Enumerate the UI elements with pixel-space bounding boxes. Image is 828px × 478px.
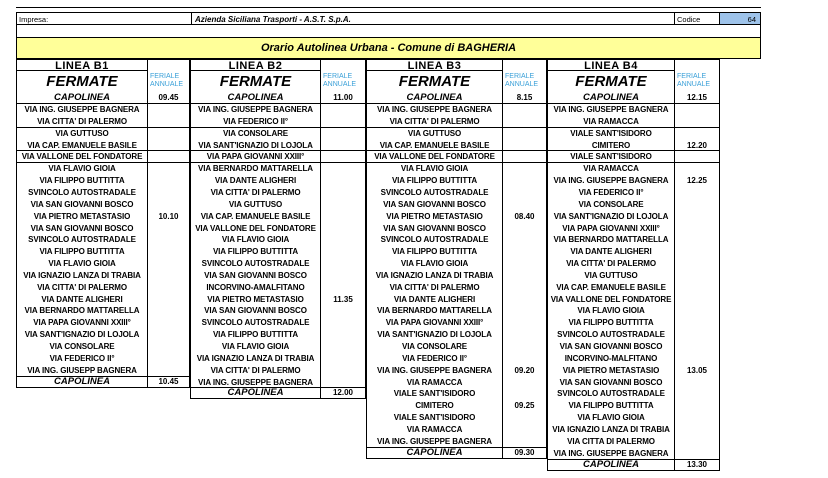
- stop-time: [675, 211, 720, 223]
- stop-time: [503, 246, 547, 258]
- stop-name: VIA CAP. EMANUELE BASILE: [16, 140, 148, 151]
- stop-time: [148, 258, 190, 270]
- feriale-annuale-label: [321, 71, 366, 93]
- stop-time: [148, 175, 190, 187]
- linea-title: LINEA B2: [190, 59, 321, 71]
- linea-title-pad: [675, 59, 720, 71]
- stop-name: VIA CAP. EMANUELE BASILE: [190, 211, 321, 223]
- stop-time: [675, 151, 720, 163]
- stop-name: VIA CAP. EMANUELE BASILE: [547, 282, 675, 294]
- stop-name: VIA ING. GIUSEPPE BAGNERA: [547, 448, 675, 460]
- stop-name: SVINCOLO AUTOSTRADALE: [366, 234, 503, 246]
- stop-name: VIA FLAVIO GIOIA: [190, 341, 321, 353]
- stop-time: [503, 377, 547, 388]
- stop-time: [321, 270, 366, 282]
- stop-name: VIA IGNAZIO LANZA DI TRABIA: [547, 424, 675, 436]
- stop-name: VIA ING. GIUSEPPE BAGNERA: [547, 175, 675, 187]
- stop-name: VIA DANTE ALIGHERI: [366, 294, 503, 305]
- stop-name: VIA ING. GIUSEPPE BAGNERA: [366, 104, 503, 116]
- stop-time: [675, 163, 720, 175]
- stop-time: [503, 223, 547, 234]
- stop-time: [503, 353, 547, 365]
- stop-name: VIA ING. GIUSEPPE BAGNERA: [547, 104, 675, 116]
- stop-name: VIA GUTTUSO: [547, 270, 675, 282]
- stop-time: [321, 175, 366, 187]
- stop-time: [503, 341, 547, 353]
- stop-time: [675, 400, 720, 412]
- stop-time: [675, 199, 720, 211]
- stop-time: [675, 329, 720, 341]
- stop-name: VIA FLAVIO GIOIA: [16, 163, 148, 175]
- stop-time: [321, 140, 366, 151]
- stop-name: VIA FLAVIO GIOIA: [547, 305, 675, 317]
- stop-time: [503, 388, 547, 400]
- stop-time: [675, 305, 720, 317]
- stop-time: 11.35: [321, 294, 366, 305]
- stop-time: [321, 223, 366, 234]
- stop-name: SVINCOLO AUTOSTRADALE: [190, 317, 321, 329]
- linea-title-pad: [148, 59, 190, 71]
- stop-name: VIA CITTA' DI PALERMO: [16, 282, 148, 294]
- stop-name: VIA ING. GIUSEPPE BAGNERA: [16, 104, 148, 116]
- stop-time: [321, 365, 366, 377]
- stop-name: VIA DANTE ALIGHERI: [547, 246, 675, 258]
- stop-time: 12.20: [675, 140, 720, 151]
- stop-name: VIA SANT'IGNAZIO DI LOJOLA: [190, 140, 321, 151]
- feriale-annuale-label: [675, 71, 720, 93]
- stop-name: VIA CITTA' DI PALERMO: [190, 365, 321, 377]
- stop-time: [675, 388, 720, 400]
- stop-time: [675, 128, 720, 140]
- stop-time: 13.05: [675, 365, 720, 377]
- capolinea-end-time: 10.45: [148, 377, 190, 388]
- stop-name: VIA CONSOLARE: [547, 199, 675, 211]
- stop-time: [503, 258, 547, 270]
- stop-name: VIA SAN GIOVANNI BOSCO: [366, 199, 503, 211]
- stop-name: VIA PIETRO METASTASIO: [547, 365, 675, 377]
- stop-time: [148, 140, 190, 151]
- capolinea-end: CAPOLINEA: [16, 377, 148, 388]
- stop-name: VIA CITTA' DI PALERMO: [547, 258, 675, 270]
- stop-time: [321, 128, 366, 140]
- stop-name: INCORVINO-AMALFITANO: [190, 282, 321, 294]
- stop-time: [321, 187, 366, 199]
- stop-name: VIA FILIPPO BUTTITTA: [16, 246, 148, 258]
- stop-name: VIA SAN GIOVANNI BOSCO: [366, 223, 503, 234]
- stop-name: VIA RAMACCA: [366, 377, 503, 388]
- stop-name: VIA ING. GIUSEPPE BAGNERA: [190, 377, 321, 388]
- stop-name: VIA FLAVIO GIOIA: [366, 258, 503, 270]
- stop-time: [503, 151, 547, 163]
- stop-time: [321, 353, 366, 365]
- stop-time: [675, 282, 720, 294]
- stop-name: VIA FEDERICO II°: [547, 187, 675, 199]
- stop-time: [675, 234, 720, 246]
- stop-time: [148, 305, 190, 317]
- stop-name: VIA FILIPPO BUTTITTA: [366, 246, 503, 258]
- stop-time: [321, 116, 366, 128]
- stop-name: VIA ING. GIUSEPP BAGNERA: [16, 365, 148, 377]
- stop-time: [148, 128, 190, 140]
- stop-time: [321, 282, 366, 294]
- stop-name: VIA BERNARDO MATTARELLA: [547, 234, 675, 246]
- feriale-annuale-label: [503, 71, 547, 93]
- stop-name: VIA RAMACCA: [366, 424, 503, 436]
- stop-name: VIA RAMACCA: [547, 163, 675, 175]
- stop-name: VIA SAN GIOVANNI BOSCO: [16, 223, 148, 234]
- annuale-label-line: ANNUALE: [505, 81, 539, 88]
- stop-name: VIA FILIPPO BUTTITTA: [190, 329, 321, 341]
- stop-name: VIA PIETRO METASTASIO: [366, 211, 503, 223]
- stop-name: SVINCOLO AUTOSTRADALE: [547, 329, 675, 341]
- stop-name: VIA GUTTUSO: [190, 199, 321, 211]
- stop-name: VIA PAPA GIOVANNI XXIII°: [547, 223, 675, 234]
- capolinea-start: CAPOLINEA: [366, 93, 503, 104]
- stop-name: VIA CITTA' DI PALERMO: [366, 282, 503, 294]
- stop-time: [503, 187, 547, 199]
- stop-time: [675, 223, 720, 234]
- stop-name: VIA DANTE ALIGHERI: [190, 175, 321, 187]
- stop-name: VIA CITTA' DI PALERMO: [190, 187, 321, 199]
- stop-time: [503, 234, 547, 246]
- capolinea-start-time: 09.45: [148, 93, 190, 104]
- feriale-label-line: FERIALE: [150, 73, 180, 80]
- stop-time: [321, 199, 366, 211]
- capolinea-end: CAPOLINEA: [366, 448, 503, 459]
- stop-name: VIA BERNARDO MATTARELLA: [366, 305, 503, 317]
- stop-name: VIA SANT'IGNAZIO DI LOJOLA: [366, 329, 503, 341]
- stop-time: [148, 163, 190, 175]
- stop-name: VIA CITTA' DI PALERMO: [366, 116, 503, 128]
- stop-name: SVINCOLO AUTOSTRADALE: [16, 234, 148, 246]
- stop-name: VIA SAN GIOVANNI BOSCO: [16, 199, 148, 211]
- stop-time: [321, 317, 366, 329]
- stop-name: VIALE SANT'ISIDORO: [366, 388, 503, 400]
- stop-name: VIA VALLONE DEL FONDATORE: [16, 151, 148, 163]
- linea-title-pad: [321, 59, 366, 71]
- stop-time: [675, 317, 720, 329]
- stop-time: [503, 424, 547, 436]
- stop-time: [503, 294, 547, 305]
- stop-name: VIA FLAVIO GIOIA: [190, 234, 321, 246]
- stop-time: 08.40: [503, 211, 547, 223]
- stop-time: [675, 341, 720, 353]
- stop-time: [148, 187, 190, 199]
- stop-time: [503, 436, 547, 448]
- capolinea-start: CAPOLINEA: [190, 93, 321, 104]
- stop-name: VIA PIETRO METASTASIO: [190, 294, 321, 305]
- stop-time: [148, 294, 190, 305]
- stop-name: VIA VALLONE DEL FONDATORE: [547, 294, 675, 305]
- stop-time: [675, 436, 720, 448]
- stop-time: [675, 448, 720, 460]
- stop-name: VIA SAN GIOVANNI BOSCO: [190, 270, 321, 282]
- stop-time: [503, 175, 547, 187]
- stop-time: [148, 282, 190, 294]
- codice-label: Codice: [675, 12, 720, 25]
- top-divider: [16, 7, 761, 8]
- stop-name: SVINCOLO AUTOSTRADALE: [16, 187, 148, 199]
- stop-time: [675, 377, 720, 388]
- stop-name: VIA VALLONE DEL FONDATORE: [190, 223, 321, 234]
- stop-name: VIA FILIPPO BUTTITTA: [190, 246, 321, 258]
- stop-name: VIA IGNAZIO LANZA DI TRABIA: [190, 353, 321, 365]
- stop-time: [321, 234, 366, 246]
- stop-name: VIA CONSOLARE: [366, 341, 503, 353]
- stop-name: VIA SAN GIOVANNI BOSCO: [190, 305, 321, 317]
- stop-name: VIA FILIPPO BUTTITTA: [16, 175, 148, 187]
- stop-name: SVINCOLO AUTOSTRADALE: [547, 388, 675, 400]
- stop-time: 10.10: [148, 211, 190, 223]
- fermate-heading: FERMATE: [547, 71, 675, 93]
- capolinea-end: CAPOLINEA: [547, 460, 675, 471]
- capolinea-start: CAPOLINEA: [16, 93, 148, 104]
- stop-name: SVINCOLO AUTOSTRADALE: [366, 187, 503, 199]
- stop-name: VIA DANTE ALIGHERI: [16, 294, 148, 305]
- linea-title: LINEA B1: [16, 59, 148, 71]
- linea-title-pad: [503, 59, 547, 71]
- stop-time: [148, 317, 190, 329]
- stop-name: VIA BERNARDO MATTARELLA: [16, 305, 148, 317]
- stop-name: VIA PAPA GIOVANNI XXIII°: [16, 317, 148, 329]
- stop-name: VIA VALLONE DEL FONDATORE: [366, 151, 503, 163]
- stop-time: [321, 211, 366, 223]
- stop-name: VIA IGNAZIO LANZA DI TRABIA: [366, 270, 503, 282]
- stop-name: VIALE SANT'ISIDORO: [366, 412, 503, 424]
- stop-name: VIA FILIPPO BUTTITTA: [366, 175, 503, 187]
- stop-time: [503, 317, 547, 329]
- capolinea-end-time: 13.30: [675, 460, 720, 471]
- capolinea-start: CAPOLINEA: [547, 93, 675, 104]
- fermate-heading: FERMATE: [16, 71, 148, 93]
- stop-time: [675, 353, 720, 365]
- stop-time: [503, 305, 547, 317]
- capolinea-end: CAPOLINEA: [190, 388, 321, 399]
- stop-name: VIA SAN GIOVANNI BOSCO: [547, 341, 675, 353]
- stop-time: [148, 116, 190, 128]
- impresa-label: Impresa:: [16, 12, 192, 25]
- stop-time: [321, 305, 366, 317]
- stop-time: [321, 258, 366, 270]
- stop-time: [148, 246, 190, 258]
- page-title: Orario Autolinea Urbana - Comune di BAGHERIA: [16, 37, 761, 59]
- stop-time: [675, 246, 720, 258]
- stop-time: [321, 104, 366, 116]
- impresa-value: Azienda Siciliana Trasporti - A.S.T. S.p.A.: [192, 12, 675, 25]
- annuale-label-line: ANNUALE: [323, 81, 357, 88]
- spacer-row: [16, 25, 761, 37]
- stop-time: [503, 270, 547, 282]
- stop-time: [148, 329, 190, 341]
- stop-name: VIA SANT'IGNAZIO DI LOJOLA: [547, 211, 675, 223]
- stop-time: [503, 199, 547, 211]
- stop-time: [675, 104, 720, 116]
- stop-name: VIA SANT'IGNAZIO DI LOJOLA: [16, 329, 148, 341]
- stop-name: VIA CONSOLARE: [190, 128, 321, 140]
- stop-time: [675, 424, 720, 436]
- stop-time: [148, 341, 190, 353]
- capolinea-start-time: 11.00: [321, 93, 366, 104]
- stop-time: [148, 223, 190, 234]
- stop-name: VIA FILIPPO BUTTITTA: [547, 400, 675, 412]
- stop-name: VIA RAMACCA: [547, 116, 675, 128]
- stop-time: [148, 234, 190, 246]
- fermate-heading: FERMATE: [366, 71, 503, 93]
- stop-name: VIA FEDERICO II°: [190, 116, 321, 128]
- annuale-label-line: ANNUALE: [150, 81, 184, 88]
- codice-value: 64: [720, 12, 761, 25]
- stop-time: 09.25: [503, 400, 547, 412]
- stop-name: VIA PIETRO METASTASIO: [16, 211, 148, 223]
- stop-time: [503, 104, 547, 116]
- stop-name: VIA ING. GIUSEPPE BAGNERA: [190, 104, 321, 116]
- stop-time: [675, 412, 720, 424]
- stop-name: VIA CONSOLARE: [16, 341, 148, 353]
- linea-title: LINEA B3: [366, 59, 503, 71]
- stop-name: VIA CITTA DI PALERMO: [547, 436, 675, 448]
- stop-name: VIALE SANT'ISIDORO: [547, 128, 675, 140]
- stop-time: [148, 270, 190, 282]
- stop-time: [321, 377, 366, 388]
- feriale-label-line: FERIALE: [677, 73, 707, 80]
- stop-name: VIA CITTA' DI PALERMO: [16, 116, 148, 128]
- stop-time: [321, 151, 366, 163]
- stop-name: VIA SAN GIOVANNI BOSCO: [547, 377, 675, 388]
- stop-time: [148, 365, 190, 377]
- stop-name: VIA GUTTUSO: [16, 128, 148, 140]
- stop-name: VIA FLAVIO GIOIA: [547, 412, 675, 424]
- stop-time: [148, 151, 190, 163]
- stop-time: [503, 140, 547, 151]
- feriale-label-line: FERIALE: [505, 73, 535, 80]
- stop-name: VIA FLAVIO GIOIA: [366, 163, 503, 175]
- stop-time: 09.20: [503, 365, 547, 377]
- stop-name: SVINCOLO AUTOSTRADALE: [190, 258, 321, 270]
- stop-name: VIALE SANT'ISIDORO: [547, 151, 675, 163]
- feriale-annuale-label: [148, 71, 190, 93]
- stop-time: [321, 246, 366, 258]
- stop-name: VIA FILIPPO BUTTITTA: [547, 317, 675, 329]
- stop-name: VIA PAPA GIOVANNI XXIII°: [190, 151, 321, 163]
- stop-time: [503, 329, 547, 341]
- stop-time: [503, 116, 547, 128]
- stop-time: [321, 163, 366, 175]
- stop-name: VIA PAPA GIOVANNI XXIII°: [366, 317, 503, 329]
- stop-name: VIA ING. GIUSEPPE BAGNERA: [366, 436, 503, 448]
- stop-time: [675, 187, 720, 199]
- stop-time: 12.25: [675, 175, 720, 187]
- stop-name: VIA IGNAZIO LANZA DI TRABIA: [16, 270, 148, 282]
- fermate-heading: FERMATE: [190, 71, 321, 93]
- stop-name: VIA ING. GIUSEPPE BAGNERA: [366, 365, 503, 377]
- stop-name: VIA GUTTUSO: [366, 128, 503, 140]
- stop-name: VIA FEDERICO II°: [16, 353, 148, 365]
- stop-time: [321, 329, 366, 341]
- stop-name: INCORVINO-MALFITANO: [547, 353, 675, 365]
- stop-time: [148, 104, 190, 116]
- stop-name: VIA BERNARDO MATTARELLA: [190, 163, 321, 175]
- stop-name: CIMITERO: [547, 140, 675, 151]
- stop-time: [503, 282, 547, 294]
- capolinea-start-time: 12.15: [675, 93, 720, 104]
- capolinea-end-time: 09.30: [503, 448, 547, 459]
- stop-time: [503, 412, 547, 424]
- capolinea-end-time: 12.00: [321, 388, 366, 399]
- stop-time: [675, 270, 720, 282]
- stop-time: [675, 116, 720, 128]
- stop-time: [675, 258, 720, 270]
- stop-time: [503, 128, 547, 140]
- stop-name: VIA CAP. EMANUELE BASILE: [366, 140, 503, 151]
- stop-name: VIA FEDERICO II°: [366, 353, 503, 365]
- capolinea-start-time: 8.15: [503, 93, 547, 104]
- stop-name: VIA FLAVIO GIOIA: [16, 258, 148, 270]
- stop-name: CIMITERO: [366, 400, 503, 412]
- stop-time: [675, 294, 720, 305]
- stop-time: [148, 199, 190, 211]
- linea-title: LINEA B4: [547, 59, 675, 71]
- feriale-label-line: FERIALE: [323, 73, 353, 80]
- stop-time: [321, 341, 366, 353]
- stop-time: [148, 353, 190, 365]
- stop-time: [503, 163, 547, 175]
- annuale-label-line: ANNUALE: [677, 81, 711, 88]
